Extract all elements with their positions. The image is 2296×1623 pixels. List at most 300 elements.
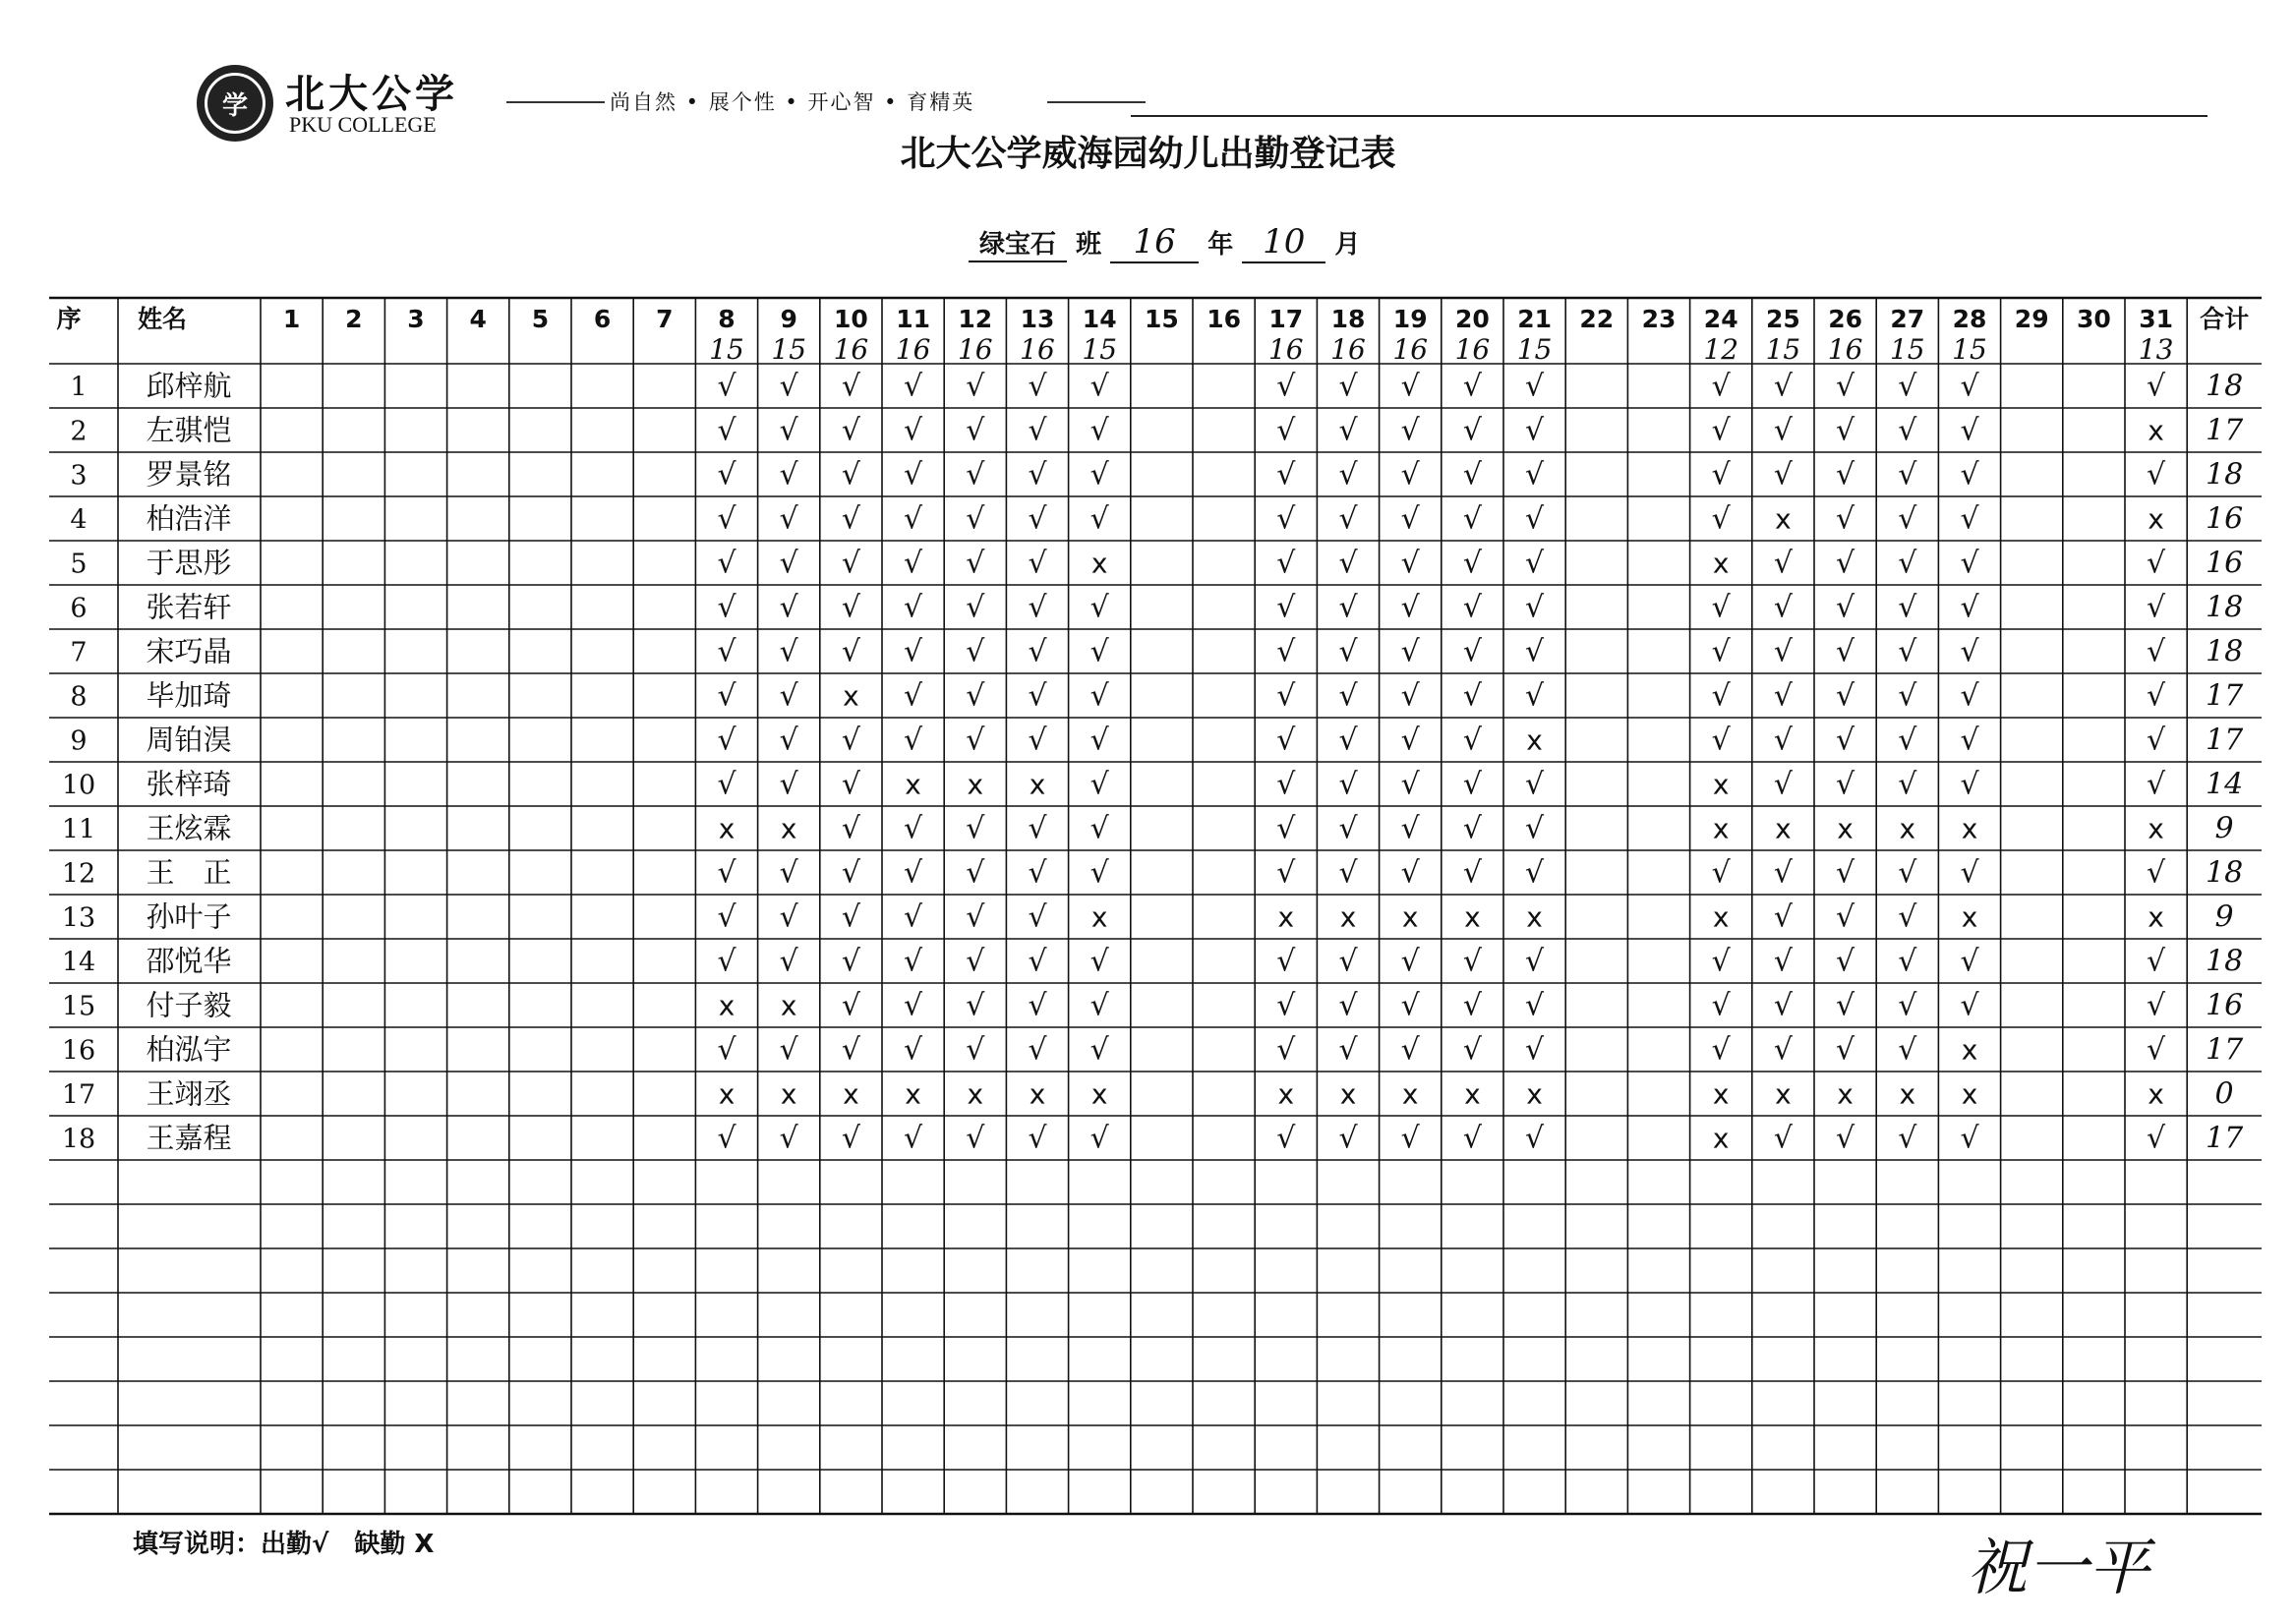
student-name: 宋巧晶: [146, 634, 232, 668]
present-mark: √: [1960, 1121, 1979, 1156]
absent-mark: x: [1775, 812, 1792, 845]
student-name: 毕加琦: [146, 678, 232, 713]
present-mark: √: [1773, 1032, 1793, 1068]
absent-mark: x: [1277, 900, 1295, 934]
row-index: 18: [61, 1124, 96, 1155]
absent-mark: x: [780, 812, 797, 845]
present-mark: √: [1276, 723, 1296, 758]
page-title: 北大公学威海园幼儿出勤登记表: [900, 134, 1396, 174]
absent-mark: x: [1712, 1122, 1730, 1155]
present-mark: √: [1525, 590, 1545, 625]
header-day: 20: [1455, 305, 1490, 333]
present-mark: √: [1338, 767, 1358, 802]
present-mark: √: [1836, 501, 1855, 537]
header-day: 5: [531, 305, 550, 333]
absent-mark: x: [1277, 1077, 1295, 1111]
present-mark: √: [2147, 369, 2166, 404]
row-total: 16: [2206, 546, 2244, 581]
present-mark: √: [904, 634, 923, 669]
present-mark: √: [966, 811, 985, 846]
present-mark: √: [1338, 811, 1358, 846]
daily-count: 15: [1889, 333, 1925, 366]
row-index: 4: [70, 504, 88, 536]
row-index: 7: [70, 637, 88, 668]
present-mark: √: [904, 723, 923, 758]
header-day: 31: [2139, 305, 2173, 333]
present-mark: √: [1898, 369, 1917, 404]
absent-mark: x: [1961, 900, 1978, 934]
present-mark: √: [1836, 678, 1855, 714]
present-mark: √: [2147, 634, 2166, 669]
row-total: 18: [2206, 369, 2244, 404]
present-mark: √: [1836, 590, 1855, 625]
present-mark: √: [1400, 988, 1420, 1023]
present-mark: √: [1400, 369, 1420, 404]
present-mark: √: [2147, 546, 2166, 581]
present-mark: √: [1089, 413, 1109, 448]
header-day: 9: [780, 305, 797, 333]
absent-mark: x: [718, 989, 736, 1022]
absent-mark: x: [1712, 768, 1730, 801]
present-mark: √: [1089, 1032, 1109, 1068]
present-mark: √: [904, 855, 923, 891]
present-mark: √: [1836, 413, 1855, 448]
present-mark: √: [1773, 369, 1793, 404]
absent-mark: x: [1712, 812, 1730, 845]
present-mark: √: [1089, 1121, 1109, 1156]
present-mark: √: [1773, 413, 1793, 448]
logo-mark-text: 学: [221, 90, 248, 121]
present-mark: √: [717, 590, 736, 625]
present-mark: √: [779, 590, 798, 625]
present-mark: √: [904, 1032, 923, 1068]
absent-mark: x: [1899, 1077, 1916, 1111]
present-mark: √: [1525, 457, 1545, 493]
absent-mark: x: [2148, 900, 2164, 934]
present-mark: √: [1338, 678, 1358, 714]
present-mark: √: [2147, 855, 2166, 891]
present-mark: √: [1338, 546, 1358, 581]
present-mark: √: [841, 501, 860, 537]
present-mark: √: [1338, 413, 1358, 448]
present-mark: √: [1276, 634, 1296, 669]
present-mark: √: [1028, 546, 1047, 581]
class-label: 班: [1076, 230, 1102, 260]
present-mark: √: [1028, 634, 1047, 669]
student-name: 付子毅: [146, 988, 232, 1022]
present-mark: √: [1276, 413, 1296, 448]
student-name: 邱梓航: [146, 369, 232, 403]
present-mark: √: [1711, 855, 1731, 891]
row-index: 1: [70, 372, 88, 403]
present-mark: √: [966, 634, 985, 669]
header-day: 10: [834, 305, 868, 333]
present-mark: √: [1400, 590, 1420, 625]
student-name: 王炫霖: [146, 811, 232, 845]
present-mark: √: [2147, 590, 2166, 625]
present-mark: √: [2147, 678, 2166, 714]
header-day: 16: [1207, 305, 1241, 333]
header-day: 2: [345, 305, 363, 333]
present-mark: √: [1462, 723, 1482, 758]
student-name: 柏泓宇: [146, 1032, 232, 1067]
present-mark: √: [1400, 457, 1420, 493]
present-mark: √: [2147, 767, 2166, 802]
present-mark: √: [1525, 855, 1545, 891]
present-mark: √: [1276, 1121, 1296, 1156]
present-mark: √: [1276, 546, 1296, 581]
present-mark: √: [1028, 1032, 1047, 1068]
absent-mark: x: [1775, 502, 1792, 536]
present-mark: √: [1898, 501, 1917, 537]
present-mark: √: [1836, 457, 1855, 493]
student-name: 张若轩: [146, 590, 232, 624]
present-mark: √: [1028, 899, 1047, 935]
slogan: 尚自然 • 展个性 • 开心智 • 育精英: [610, 90, 975, 114]
student-name: 罗景铭: [146, 457, 232, 492]
present-mark: √: [1089, 634, 1109, 669]
header-index: 序: [56, 305, 82, 333]
absent-mark: x: [718, 812, 736, 845]
present-mark: √: [779, 546, 798, 581]
student-name: 孙叶子: [146, 899, 232, 934]
logo-chinese-name: 北大公学: [285, 71, 458, 117]
daily-count: 16: [1454, 333, 1491, 366]
present-mark: √: [1276, 590, 1296, 625]
present-mark: √: [1028, 678, 1047, 714]
present-mark: √: [966, 501, 985, 537]
daily-count: 15: [709, 333, 744, 366]
absent-mark: x: [1712, 1077, 1730, 1111]
present-mark: √: [1773, 634, 1793, 669]
absent-mark: x: [1029, 768, 1046, 801]
absent-mark: x: [780, 1077, 797, 1111]
present-mark: √: [1898, 723, 1917, 758]
present-mark: √: [1089, 723, 1109, 758]
present-mark: √: [717, 413, 736, 448]
absent-mark: x: [1526, 724, 1543, 757]
present-mark: √: [966, 678, 985, 714]
row-total: 17: [2206, 723, 2244, 758]
present-mark: √: [904, 811, 923, 846]
present-mark: √: [2147, 944, 2166, 979]
present-mark: √: [966, 988, 985, 1023]
present-mark: √: [1960, 546, 1979, 581]
header-day: 27: [1890, 305, 1925, 333]
present-mark: √: [779, 767, 798, 802]
present-mark: √: [1960, 457, 1979, 493]
present-mark: √: [717, 457, 736, 493]
header-day: 8: [718, 305, 736, 333]
daily-count: 16: [1267, 333, 1304, 366]
present-mark: √: [1773, 678, 1793, 714]
present-mark: √: [1276, 369, 1296, 404]
present-mark: √: [1898, 944, 1917, 979]
present-mark: √: [1400, 723, 1420, 758]
present-mark: √: [1711, 634, 1731, 669]
student-name: 王翊丞: [146, 1076, 232, 1111]
present-mark: √: [1960, 501, 1979, 537]
present-mark: √: [1400, 634, 1420, 669]
header-day: 11: [896, 305, 930, 333]
present-mark: √: [904, 1121, 923, 1156]
absent-mark: x: [905, 1077, 921, 1111]
absent-mark: x: [1961, 1033, 1978, 1067]
present-mark: √: [1028, 501, 1047, 537]
present-mark: √: [1773, 590, 1793, 625]
present-mark: √: [1898, 1121, 1917, 1156]
present-mark: √: [966, 723, 985, 758]
year-label: 年: [1207, 230, 1234, 260]
absent-mark: x: [1961, 812, 1978, 845]
header-day: 29: [2014, 305, 2049, 333]
row-total: 0: [2214, 1076, 2234, 1112]
present-mark: √: [779, 501, 798, 537]
class-name: 绿宝石: [969, 224, 1067, 262]
present-mark: √: [1462, 1121, 1482, 1156]
present-mark: √: [1400, 855, 1420, 891]
present-mark: √: [779, 413, 798, 448]
present-mark: √: [1462, 413, 1482, 448]
absent-mark: x: [905, 768, 921, 801]
present-mark: √: [1836, 767, 1855, 802]
present-mark: √: [1276, 1032, 1296, 1068]
header-day: 12: [958, 305, 993, 333]
present-mark: √: [904, 899, 923, 935]
present-mark: √: [1711, 413, 1731, 448]
absent-mark: x: [718, 1077, 736, 1111]
daily-count: 16: [1020, 333, 1055, 366]
absent-mark: x: [1464, 900, 1481, 934]
present-mark: √: [1276, 678, 1296, 714]
absent-mark: x: [1526, 1077, 1543, 1111]
present-mark: √: [1089, 678, 1109, 714]
header-day: 7: [656, 305, 674, 333]
present-mark: √: [841, 899, 860, 935]
present-mark: √: [1028, 811, 1047, 846]
present-mark: √: [966, 899, 985, 935]
present-mark: √: [1089, 501, 1109, 537]
present-mark: √: [1960, 590, 1979, 625]
absent-mark: x: [1526, 900, 1543, 934]
student-name: 王嘉程: [146, 1121, 232, 1155]
absent-mark: x: [967, 1077, 984, 1111]
present-mark: √: [779, 899, 798, 935]
present-mark: √: [1960, 855, 1979, 891]
present-mark: √: [1462, 501, 1482, 537]
present-mark: √: [1338, 723, 1358, 758]
present-mark: √: [1400, 767, 1420, 802]
present-mark: √: [966, 590, 985, 625]
row-total: 18: [2206, 457, 2244, 493]
present-mark: √: [717, 944, 736, 979]
present-mark: √: [1773, 899, 1793, 935]
fill-instructions: 填写说明：出勤√ 缺勤 X: [133, 1530, 435, 1559]
row-total: 16: [2206, 501, 2244, 537]
present-mark: √: [1836, 944, 1855, 979]
present-mark: √: [1028, 944, 1047, 979]
row-index: 14: [61, 947, 96, 978]
absent-mark: x: [780, 989, 797, 1022]
row-index: 17: [61, 1079, 96, 1111]
header-day: 6: [593, 305, 612, 333]
present-mark: √: [2147, 723, 2166, 758]
header-day: 30: [2077, 305, 2111, 333]
present-mark: √: [1898, 767, 1917, 802]
row-total: 18: [2206, 944, 2244, 979]
present-mark: √: [1836, 855, 1855, 891]
present-mark: √: [841, 546, 860, 581]
present-mark: √: [841, 811, 860, 846]
row-index: 11: [61, 814, 96, 845]
present-mark: √: [1773, 723, 1793, 758]
present-mark: √: [1960, 678, 1979, 714]
present-mark: √: [1462, 678, 1482, 714]
absent-mark: x: [1401, 900, 1419, 934]
header-day: 28: [1952, 305, 1987, 333]
present-mark: √: [1462, 944, 1482, 979]
present-mark: √: [1028, 457, 1047, 493]
present-mark: √: [1338, 457, 1358, 493]
present-mark: √: [841, 855, 860, 891]
present-mark: √: [1462, 546, 1482, 581]
present-mark: √: [904, 457, 923, 493]
header-day: 15: [1145, 305, 1179, 333]
present-mark: √: [1960, 944, 1979, 979]
present-mark: √: [1525, 1121, 1545, 1156]
present-mark: √: [1089, 811, 1109, 846]
present-mark: √: [779, 634, 798, 669]
daily-count: 13: [2138, 333, 2174, 366]
row-total: 18: [2206, 855, 2244, 891]
student-name: 于思彤: [146, 546, 232, 580]
present-mark: √: [1773, 988, 1793, 1023]
absent-mark: x: [1464, 1077, 1481, 1111]
present-mark: √: [1338, 590, 1358, 625]
present-mark: √: [1525, 501, 1545, 537]
present-mark: √: [1525, 1032, 1545, 1068]
present-mark: √: [717, 678, 736, 714]
present-mark: √: [904, 501, 923, 537]
daily-count: 16: [833, 333, 869, 366]
present-mark: √: [1525, 413, 1545, 448]
present-mark: √: [779, 944, 798, 979]
absent-mark: x: [1090, 900, 1108, 934]
absent-mark: x: [1401, 1077, 1419, 1111]
present-mark: √: [1773, 855, 1793, 891]
row-total: 18: [2206, 634, 2244, 669]
present-mark: √: [1525, 767, 1545, 802]
row-total: 18: [2206, 590, 2244, 625]
absent-mark: x: [1775, 1077, 1792, 1111]
present-mark: √: [904, 590, 923, 625]
present-mark: √: [1836, 899, 1855, 935]
present-mark: √: [1276, 501, 1296, 537]
student-name: 柏浩洋: [146, 501, 232, 536]
present-mark: √: [1525, 944, 1545, 979]
row-index: 6: [70, 593, 88, 624]
present-mark: √: [1773, 457, 1793, 493]
present-mark: √: [1338, 501, 1358, 537]
present-mark: √: [1898, 634, 1917, 669]
present-mark: √: [1462, 767, 1482, 802]
present-mark: √: [841, 457, 860, 493]
daily-count: 16: [1392, 333, 1429, 366]
present-mark: √: [1338, 1032, 1358, 1068]
present-mark: √: [966, 855, 985, 891]
month-label: 月: [1334, 230, 1361, 260]
row-total: 17: [2206, 678, 2244, 714]
present-mark: √: [1711, 723, 1731, 758]
daily-count: 15: [1765, 333, 1801, 366]
present-mark: √: [966, 413, 985, 448]
present-mark: √: [1898, 988, 1917, 1023]
present-mark: √: [1089, 767, 1109, 802]
present-mark: √: [1773, 944, 1793, 979]
present-mark: √: [1960, 723, 1979, 758]
present-mark: √: [1836, 546, 1855, 581]
present-mark: √: [1089, 944, 1109, 979]
present-mark: √: [904, 369, 923, 404]
row-index: 10: [61, 770, 96, 801]
present-mark: √: [1276, 811, 1296, 846]
row-index: 5: [70, 549, 88, 580]
present-mark: √: [1028, 855, 1047, 891]
present-mark: √: [904, 546, 923, 581]
present-mark: √: [1960, 634, 1979, 669]
present-mark: √: [779, 855, 798, 891]
present-mark: √: [1400, 678, 1420, 714]
present-mark: √: [717, 1032, 736, 1068]
present-mark: √: [1711, 988, 1731, 1023]
present-mark: √: [1898, 899, 1917, 935]
row-total: 9: [2214, 811, 2234, 846]
present-mark: √: [779, 369, 798, 404]
absent-mark: x: [1339, 1077, 1357, 1111]
header-day: 23: [1641, 305, 1677, 333]
row-total: 9: [2214, 899, 2234, 935]
absent-mark: x: [1899, 812, 1916, 845]
present-mark: √: [1836, 723, 1855, 758]
present-mark: √: [1276, 855, 1296, 891]
absent-mark: x: [2148, 502, 2164, 536]
present-mark: √: [1276, 457, 1296, 493]
signature: 祝一平: [1967, 1532, 2150, 1603]
present-mark: √: [1338, 855, 1358, 891]
row-total: 17: [2206, 1121, 2244, 1156]
absent-mark: x: [1712, 900, 1730, 934]
daily-count: 16: [957, 333, 993, 366]
present-mark: √: [1462, 1032, 1482, 1068]
absent-mark: x: [843, 1077, 859, 1111]
present-mark: √: [841, 369, 860, 404]
present-mark: √: [717, 546, 736, 581]
present-mark: √: [1400, 811, 1420, 846]
present-mark: √: [1711, 457, 1731, 493]
row-index: 2: [70, 416, 88, 447]
row-total: 14: [2206, 767, 2244, 802]
header-day: 19: [1392, 305, 1428, 333]
header-day: 18: [1330, 305, 1366, 333]
present-mark: √: [717, 723, 736, 758]
present-mark: √: [1400, 501, 1420, 537]
daily-count: 15: [1516, 333, 1553, 366]
present-mark: √: [841, 944, 860, 979]
present-mark: √: [1338, 369, 1358, 404]
present-mark: √: [1028, 723, 1047, 758]
present-mark: √: [717, 1121, 736, 1156]
present-mark: √: [1525, 678, 1545, 714]
